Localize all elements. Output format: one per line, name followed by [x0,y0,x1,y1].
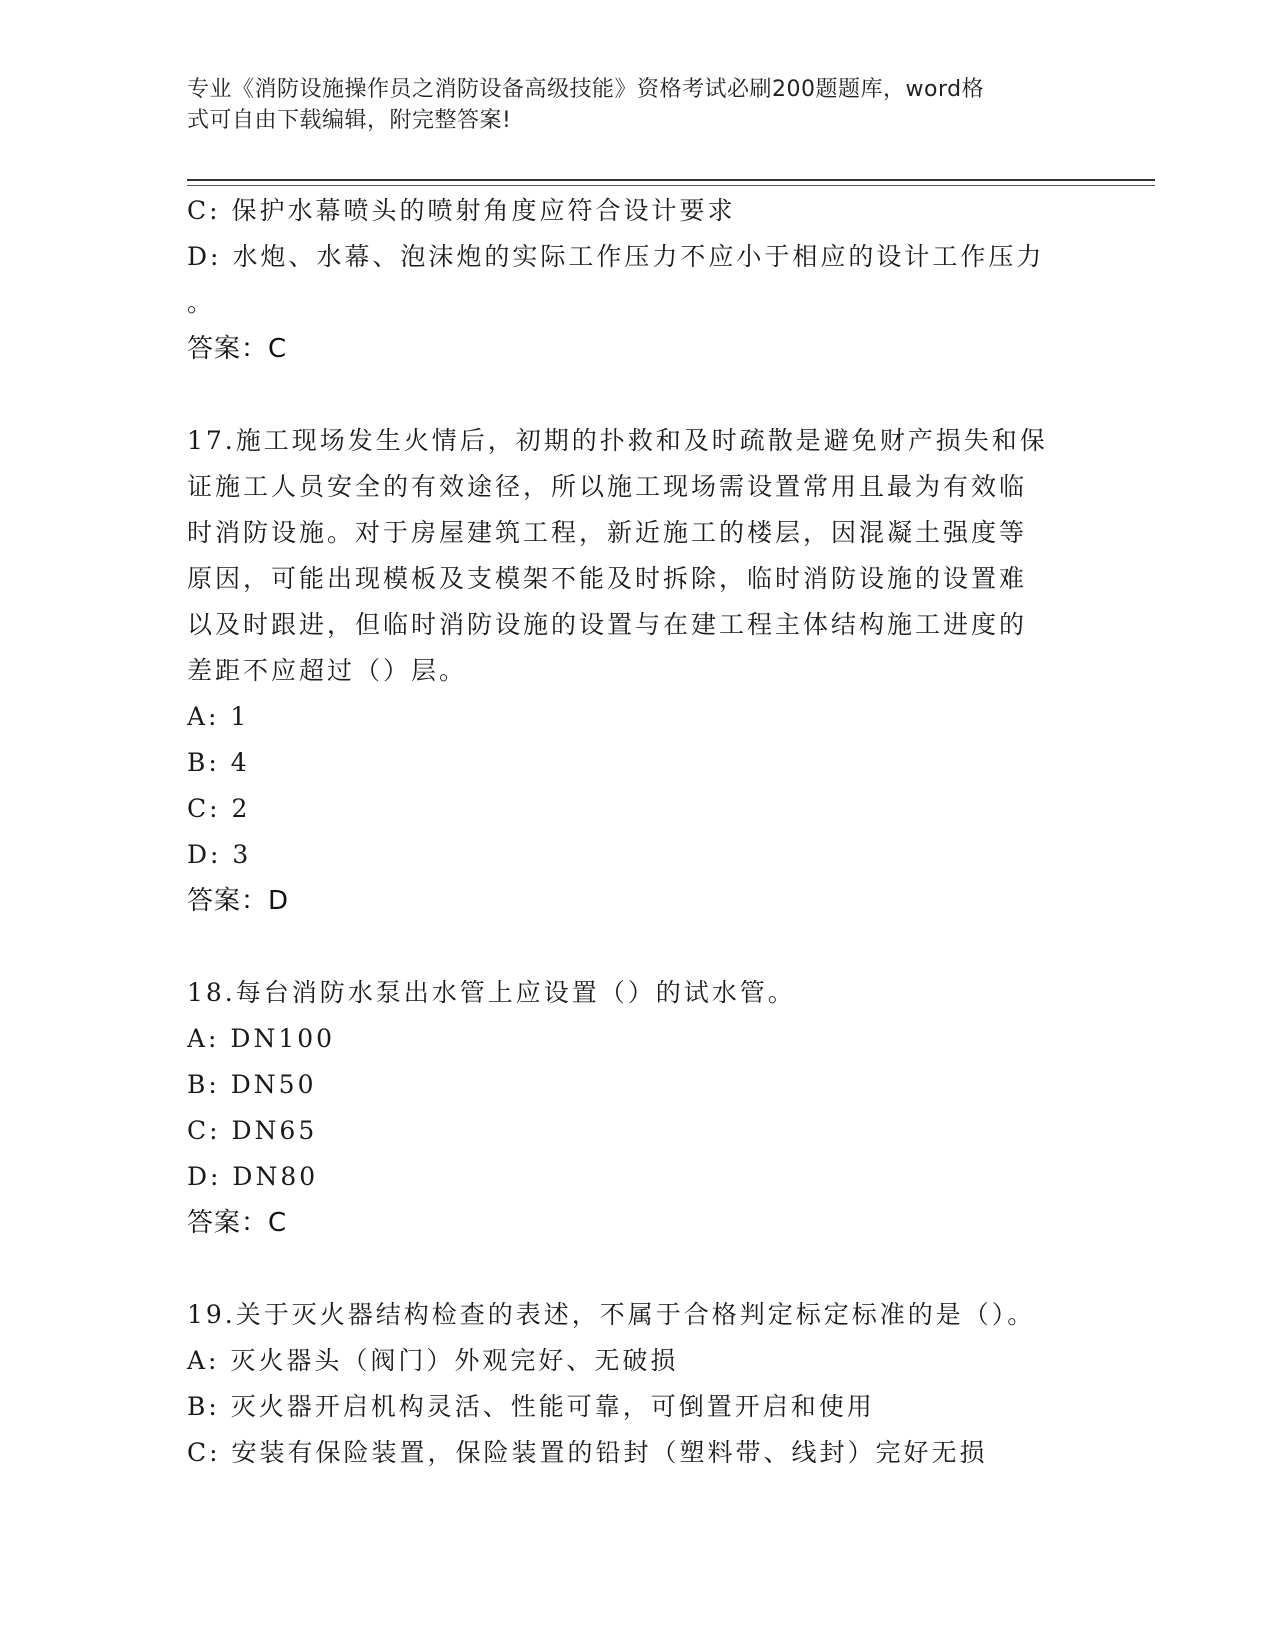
q17-stem-line: 时消防设施。对于房屋建筑工程，新近施工的楼层，因混凝土强度等 [187,518,1028,547]
header-rule-thin [187,185,1155,186]
q16-option-d-continued: 。 [187,288,216,317]
q18-option-a: A: DN100 [187,1024,336,1053]
q17-stem-line: 原因，可能出现模板及支模架不能及时拆除，临时消防设施的设置难 [187,564,1028,593]
q19-option-a: A: 灭火器头（阀门）外观完好、无破损 [187,1346,679,1375]
document-header [187,74,1067,136]
header-line-1: 专业《消防设施操作员之消防设备高级技能》资格考试必刷200题题库，word格 [187,77,985,102]
q16-option-c: C: 保护水幕喷头的喷射角度应符合设计要求 [187,196,736,225]
q17-option-c: C: 2 [187,794,251,823]
document-body [187,188,1087,1476]
q17-option-a: A: 1 [187,702,250,731]
q16-answer: 答案：C [187,334,288,364]
q18-stem: 18.每台消防水泵出水管上应设置（）的试水管。 [187,978,796,1007]
q16-option-d: D: 水炮、水幕、泡沫炮的实际工作压力不应小于相应的设计工作压力 [187,242,1045,271]
question-16 [187,188,1087,372]
q17-stem-line: 17.施工现场发生火情后，初期的扑救和及时疏散是避免财产损失和保 [187,426,1048,455]
question-19 [187,1292,1087,1476]
question-17 [187,418,1087,924]
header-line-2: 式可自由下载编辑，附完整答案! [187,108,512,133]
question-18 [187,970,1087,1246]
spacer [187,372,1087,418]
q17-stem-line: 证施工人员安全的有效途径，所以施工现场需设置常用且最为有效临 [187,472,1028,501]
q18-option-d: D: DN80 [187,1162,319,1191]
q17-option-b: B: 4 [187,748,250,777]
header-rule-thick [187,179,1155,181]
spacer [187,924,1087,970]
q18-option-c: C: DN65 [187,1116,318,1145]
q19-option-b: B: 灭火器开启机构灵活、性能可靠，可倒置开启和使用 [187,1392,875,1421]
q19-stem: 19.关于灭火器结构检查的表述，不属于合格判定标定标准的是（）。 [187,1300,1036,1329]
q17-stem-line: 以及时跟进，但临时消防设施的设置与在建工程主体结构施工进度的 [187,610,1028,639]
q19-option-c: C: 安装有保险装置，保险装置的铅封（塑料带、线封）完好无损 [187,1438,988,1467]
q18-option-b: B: DN50 [187,1070,317,1099]
spacer [187,1246,1087,1292]
q17-answer: 答案：D [187,886,290,916]
q17-stem-line: 差距不应超过（）层。 [187,656,468,685]
q17-option-d: D: 3 [187,840,252,869]
q18-answer: 答案：C [187,1208,288,1238]
